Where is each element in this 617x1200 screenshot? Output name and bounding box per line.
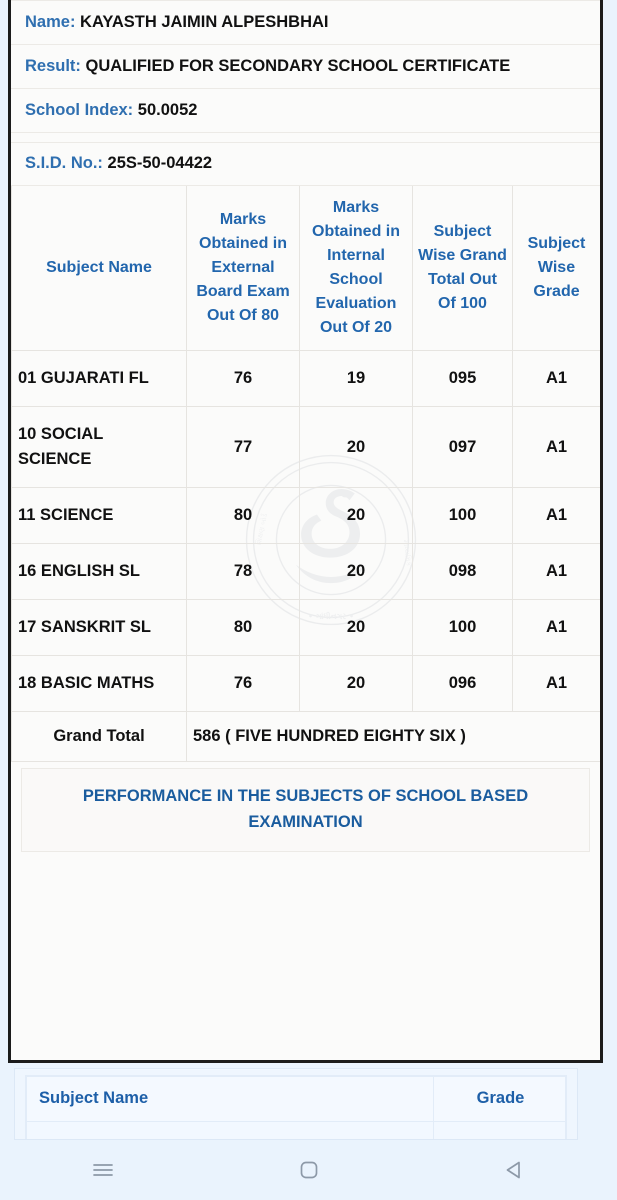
- cell-subject: 01 GUJARATI FL: [12, 351, 187, 407]
- cell-external: 78: [187, 544, 300, 600]
- recent-apps-button[interactable]: [0, 1140, 206, 1200]
- table-row: [12, 656, 601, 712]
- home-button[interactable]: [206, 1140, 412, 1200]
- info-row-school-index: [11, 89, 600, 133]
- cell-internal: 20: [300, 488, 413, 544]
- school-based-exam-card: [14, 1068, 578, 1140]
- info-label-result: Result:: [25, 57, 81, 75]
- cell-external: 80: [187, 488, 300, 544]
- student-info-block: [11, 0, 600, 186]
- info-row-sid: [11, 143, 600, 186]
- marks-table: [11, 186, 601, 762]
- grand-total-label: Grand Total: [12, 712, 187, 762]
- cell-total: 095: [413, 351, 513, 407]
- table-row: [12, 544, 601, 600]
- info-row-result: [11, 45, 600, 89]
- cell-subject: 18 BASIC MATHS: [12, 656, 187, 712]
- info-value-name: KAYASTH JAIMIN ALPESHBHAI: [80, 13, 329, 31]
- info-label-name: Name:: [25, 13, 76, 31]
- cell-total: 097: [413, 407, 513, 488]
- cell-external: 80: [187, 600, 300, 656]
- cell-subject: 17 SANSKRIT SL: [12, 600, 187, 656]
- section-gap: [11, 133, 600, 143]
- android-navigation-bar: [0, 1140, 617, 1200]
- triangle-left-icon: [501, 1157, 527, 1183]
- cell-grade: A1: [513, 407, 601, 488]
- cell-grade: A1: [513, 600, 601, 656]
- school-based-exam-inner: [25, 1075, 567, 1140]
- school-based-exam-table: [26, 1076, 566, 1140]
- cell-grade: A1: [513, 488, 601, 544]
- marks-header-internal-marks: Marks Obtained in Internal School Evaluation Out Of 20: [300, 186, 413, 351]
- grand-total-value: 586 ( FIVE HUNDRED EIGHTY SIX ): [187, 712, 601, 762]
- svg-text:શિક્ષણ બોર્ડ: શિક્ષણ બોર્ડ: [253, 512, 270, 546]
- cell-subject: 11 SCIENCE: [12, 488, 187, 544]
- info-label-school-index: School Index:: [25, 101, 134, 119]
- cell-grade: A1: [513, 351, 601, 407]
- cell-grade: A1: [513, 656, 601, 712]
- info-value-result: QUALIFIED FOR SECONDARY SCHOOL CERTIFICATE: [85, 57, 511, 75]
- cell-internal: 20: [300, 407, 413, 488]
- table-row: [12, 600, 601, 656]
- info-label-sid: S.I.D. No.:: [25, 154, 103, 172]
- svg-text:• ગાંધીનગર •: • ગાંધીનગર •: [307, 612, 355, 622]
- cell-subject: 16 ENGLISH SL: [12, 544, 187, 600]
- sbe-cell-grade: [434, 1122, 566, 1141]
- cell-internal: 20: [300, 600, 413, 656]
- cell-total: 100: [413, 488, 513, 544]
- sbe-partial-row: [27, 1122, 566, 1141]
- cell-external: 76: [187, 351, 300, 407]
- cell-total: 100: [413, 600, 513, 656]
- table-row: [12, 488, 601, 544]
- rounded-square-icon: [296, 1157, 322, 1183]
- performance-banner: PERFORMANCE IN THE SUBJECTS OF SCHOOL BASED EXAMINATION: [21, 768, 590, 852]
- sbe-cell-subject: [27, 1122, 434, 1141]
- info-row-name: [11, 0, 600, 45]
- marks-header-external-marks: Marks Obtained in External Board Exam Out Of 80: [187, 186, 300, 351]
- marksheet-document-card: [8, 0, 603, 1063]
- cell-internal: 20: [300, 544, 413, 600]
- cell-grade: A1: [513, 544, 601, 600]
- sbe-header-subject-name: Subject Name: [27, 1077, 434, 1122]
- sbe-header-grade: Grade: [434, 1077, 566, 1122]
- cell-subject: 10 SOCIAL SCIENCE: [12, 407, 187, 488]
- cell-external: 77: [187, 407, 300, 488]
- cell-internal: 20: [300, 656, 413, 712]
- marks-table-header-row: [12, 186, 601, 351]
- table-row: [12, 351, 601, 407]
- info-value-school-index: 50.0052: [137, 101, 198, 119]
- svg-text:માધ્યમિક: માધ્યમિક: [401, 539, 414, 567]
- cell-total: 098: [413, 544, 513, 600]
- table-row: [12, 407, 601, 488]
- marks-header-subject-name: Subject Name: [12, 186, 187, 351]
- info-value-sid: 25S-50-04422: [107, 154, 213, 172]
- marks-header-subject-total: Subject Wise Grand Total Out Of 100: [413, 186, 513, 351]
- performance-banner-wrap: [11, 762, 600, 862]
- cell-internal: 19: [300, 351, 413, 407]
- hamburger-icon: [90, 1157, 116, 1183]
- marks-header-subject-grade: Subject Wise Grade: [513, 186, 601, 351]
- cell-total: 096: [413, 656, 513, 712]
- cell-external: 76: [187, 656, 300, 712]
- back-button[interactable]: [411, 1140, 617, 1200]
- grand-total-row: [12, 712, 601, 762]
- sbe-header-row: [27, 1077, 566, 1122]
